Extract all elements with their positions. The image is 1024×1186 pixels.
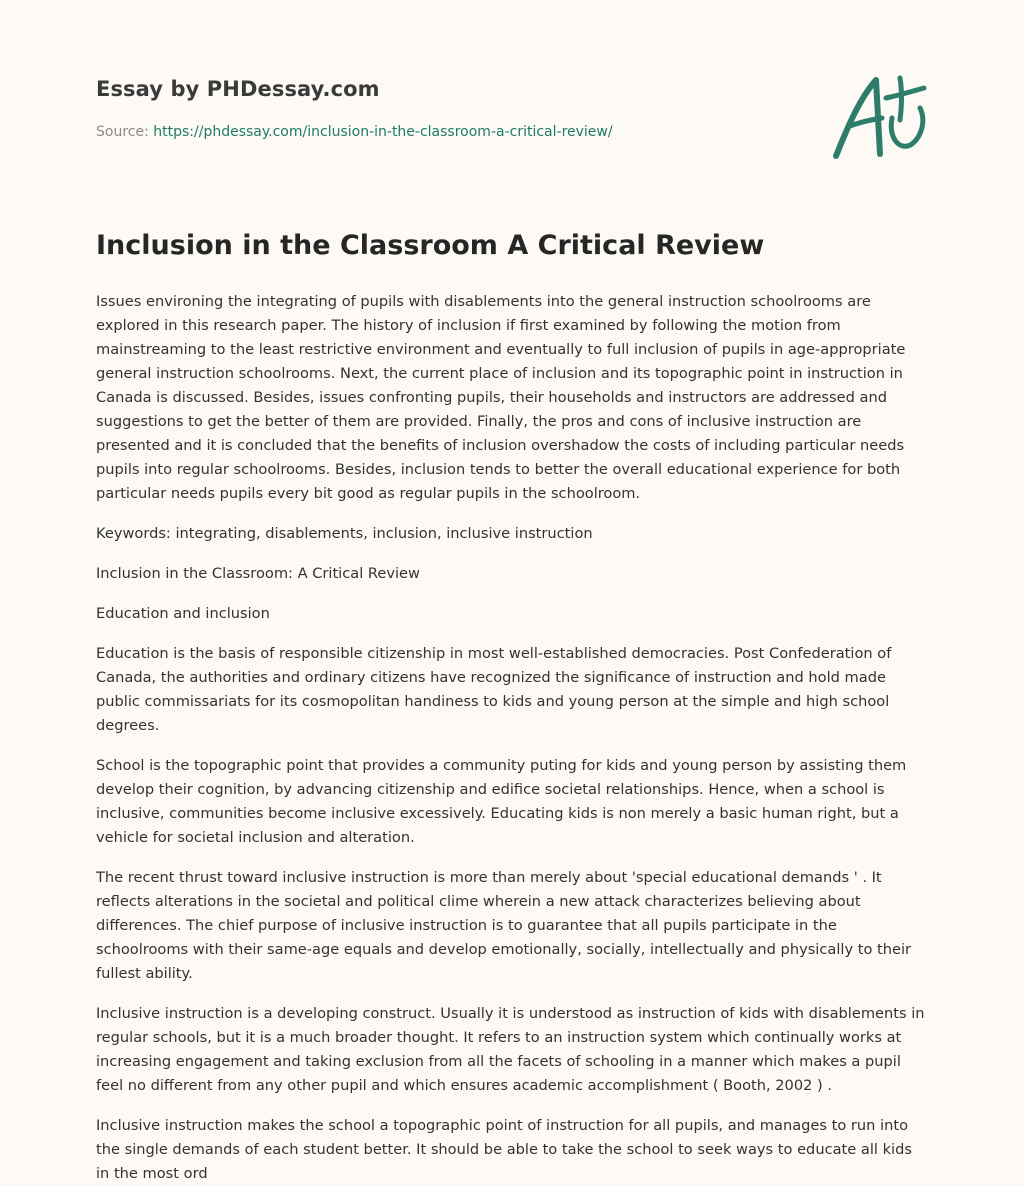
paragraph-keywords: Keywords: integrating, disablements, inclusion, inclusive instruction — [96, 525, 593, 542]
brand-title: Essay by PHDessay.com — [96, 77, 380, 101]
paragraph: School is the topographic point that provides a community puting for kids and young person by assisting them develop their cognition, by advancing citizenship and edifice societal relationships. Hence, when a school is inclusive, communities become inclusive excessively. Educating kids is non merely a basic human right, but a vehicle for societal inclusion and alteration. — [96, 757, 907, 846]
source-line — [96, 124, 613, 140]
paragraph: Inclusive instruction makes the school a topographic point of instruction for all pupils, and manages to run into the single demands of each student better. It should be able to take the school to seek ways to educate all kids in the most ord — [96, 1117, 912, 1182]
essay-body — [96, 290, 928, 1186]
paragraph: Inclusive instruction is a developing construct. Usually it is understood as instruction of kids with disablements in regular schools, but it is a much broader thought. It refers to an instruction system which continually works at increasing engagement and taking exclusion from all the facets of schooling in a manner which makes a pupil feel no different from any other pupil and which ensures academic accomplishment ( Booth, 2002 ) . — [96, 1005, 925, 1094]
paragraph-abstract: Issues environing the integrating of pupils with disablements into the general instruction schoolrooms are explored in this research paper. The history of inclusion if first examined by following the motion from mainstreaming to the least restrictive environment and eventually to full inclusion of pupils in age-appropriate general instruction schoolrooms. Next, the current place of inclusion and its topographic point in instruction in Canada is discussed. Besides, issues confronting pupils, their households and instructors are addressed and suggestions to get the better of them are provided. Finally, the pros and cons of inclusive instruction are presented and it is concluded that the benefits of inclusion overshadow the costs of including particular needs pupils into regular schoolrooms. Besides, inclusion tends to better the overall educational experience for both particular needs pupils every bit good as regular pupils in the schoolroom. — [96, 293, 906, 502]
a-plus-logo-icon — [830, 68, 932, 164]
essay-title: Inclusion in the Classroom A Critical Review — [96, 230, 765, 261]
paragraph-section-heading: Education and inclusion — [96, 605, 270, 622]
paragraph: Education is the basis of responsible citizenship in most well-established democracies. Post Confederation of Canada, the authorities and ordinary citizens have recognized the significance of instruction and hold made public commissariats for its cosmopolitan handiness to kids and young person at the simple and high school degrees. — [96, 645, 892, 734]
paragraph-subtitle: Inclusion in the Classroom: A Critical Review — [96, 565, 420, 582]
paragraph: The recent thrust toward inclusive instruction is more than merely about 'special educational demands ' . It reflects alterations in the societal and political clime wherein a new attack characterizes believing about differences. The chief purpose of inclusive instruction is to guarantee that all pupils participate in the schoolrooms with their same-age equals and develop emotionally, socially, intellectually and physically to their fullest ability. — [96, 869, 912, 982]
page-header — [96, 0, 928, 170]
source-label: Source: — [96, 124, 154, 140]
source-link[interactable]: https://phdessay.com/inclusion-in-the-classroom-a-critical-review/ — [153, 124, 613, 140]
